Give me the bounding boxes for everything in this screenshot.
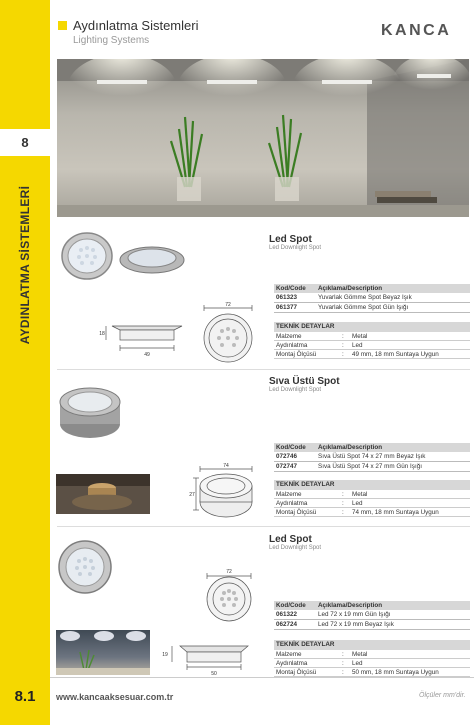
product-table (274, 284, 470, 313)
page-subtitle: Lighting Systems (73, 35, 150, 46)
tech-header: TEKNİK DETAYLAR (274, 322, 470, 332)
sidebar-vertical-label: AYDINLATMA SİSTEMLERİ (18, 185, 32, 345)
col-header-desc: Açıklama/Description (318, 285, 383, 292)
tech-header: TEKNİK DETAYLAR (274, 480, 470, 490)
chapter-number: 8 (0, 129, 50, 156)
footer-units-note: Ölçüler mm'dir. (419, 692, 466, 699)
led-spot-3-photo (58, 540, 113, 595)
tech-row: Montaj Ölçüsü : 74 mm, 18 mm Suntaya Uygun (274, 508, 470, 517)
page-number: 8.1 (14, 688, 36, 705)
led-spot-3-drawing (155, 566, 267, 678)
section-title: Sıva Üstü Spot (269, 376, 340, 387)
surface-spot-photo (58, 380, 128, 440)
svg-text:72: 72 (226, 569, 232, 575)
section-subtitle: Led Downlight Spot (269, 387, 322, 393)
tech-row: Aydınlatma : Led (274, 341, 470, 350)
section-divider (57, 526, 470, 527)
table-row: 072746 Sıva Üstü Spot 74 x 27 mm Beyaz Işık (274, 452, 470, 462)
tech-row: Aydınlatma : Led (274, 499, 470, 508)
brand-logo: KANCA (381, 22, 452, 39)
col-header-desc: Açıklama/Description (318, 444, 383, 451)
tech-row: Malzeme : Metal (274, 650, 470, 659)
section-title: Led Spot (269, 534, 312, 545)
col-header-code: Kod/Code (276, 444, 306, 451)
table-row: 061323 Yuvarlak Gömme Spot Beyaz Işık (274, 293, 470, 303)
col-header-desc: Açıklama/Description (318, 602, 383, 609)
page-title: Aydınlatma Sistemleri (73, 18, 199, 33)
hero-photo (57, 59, 469, 217)
product-table (274, 601, 470, 630)
col-header-code: Kod/Code (276, 602, 306, 609)
led-spot-3-installed-photo (56, 630, 150, 675)
svg-text:50: 50 (211, 671, 217, 677)
tech-row: Malzeme : Metal (274, 332, 470, 341)
svg-text:74: 74 (223, 463, 229, 469)
section-divider (57, 369, 470, 370)
col-header-code: Kod/Code (276, 285, 306, 292)
tech-row: Montaj Ölçüsü : 50 mm, 18 mm Suntaya Uygun (274, 668, 470, 677)
header-marker (58, 21, 67, 30)
svg-text:27: 27 (189, 492, 195, 498)
section-subtitle: Led Downlight Spot (269, 245, 322, 251)
surface-spot-installed-photo (56, 474, 150, 514)
tech-row: Aydınlatma : Led (274, 659, 470, 668)
product-table (274, 443, 470, 472)
svg-text:18: 18 (99, 331, 105, 337)
tech-row: Montaj Ölçüsü : 49 mm, 18 mm Suntaya Uygun (274, 350, 470, 359)
svg-text:72: 72 (225, 302, 231, 308)
led-spot-photo (59, 230, 184, 285)
section-subtitle: Led Downlight Spot (269, 545, 322, 551)
table-row: 061377 Yuvarlak Gömme Spot Gün Işığı (274, 303, 470, 313)
footer-website-link[interactable]: www.kancaaksesuar.com.tr (56, 692, 174, 702)
tech-row: Malzeme : Metal (274, 490, 470, 499)
svg-text:19: 19 (162, 652, 168, 658)
svg-text:49: 49 (144, 352, 150, 358)
table-row: 062724 Led 72 x 19 mm Beyaz Işık (274, 620, 470, 630)
tech-header: TEKNİK DETAYLAR (274, 640, 470, 650)
footer-divider (50, 677, 474, 678)
table-row: 072747 Sıva Üstü Spot 74 x 27 mm Gün Işığı (274, 462, 470, 472)
surface-spot-drawing (190, 460, 260, 528)
table-row: 061322 Led 72 x 19 mm Gün Işığı (274, 610, 470, 620)
led-spot-drawing (92, 300, 267, 368)
section-title: Led Spot (269, 234, 312, 245)
